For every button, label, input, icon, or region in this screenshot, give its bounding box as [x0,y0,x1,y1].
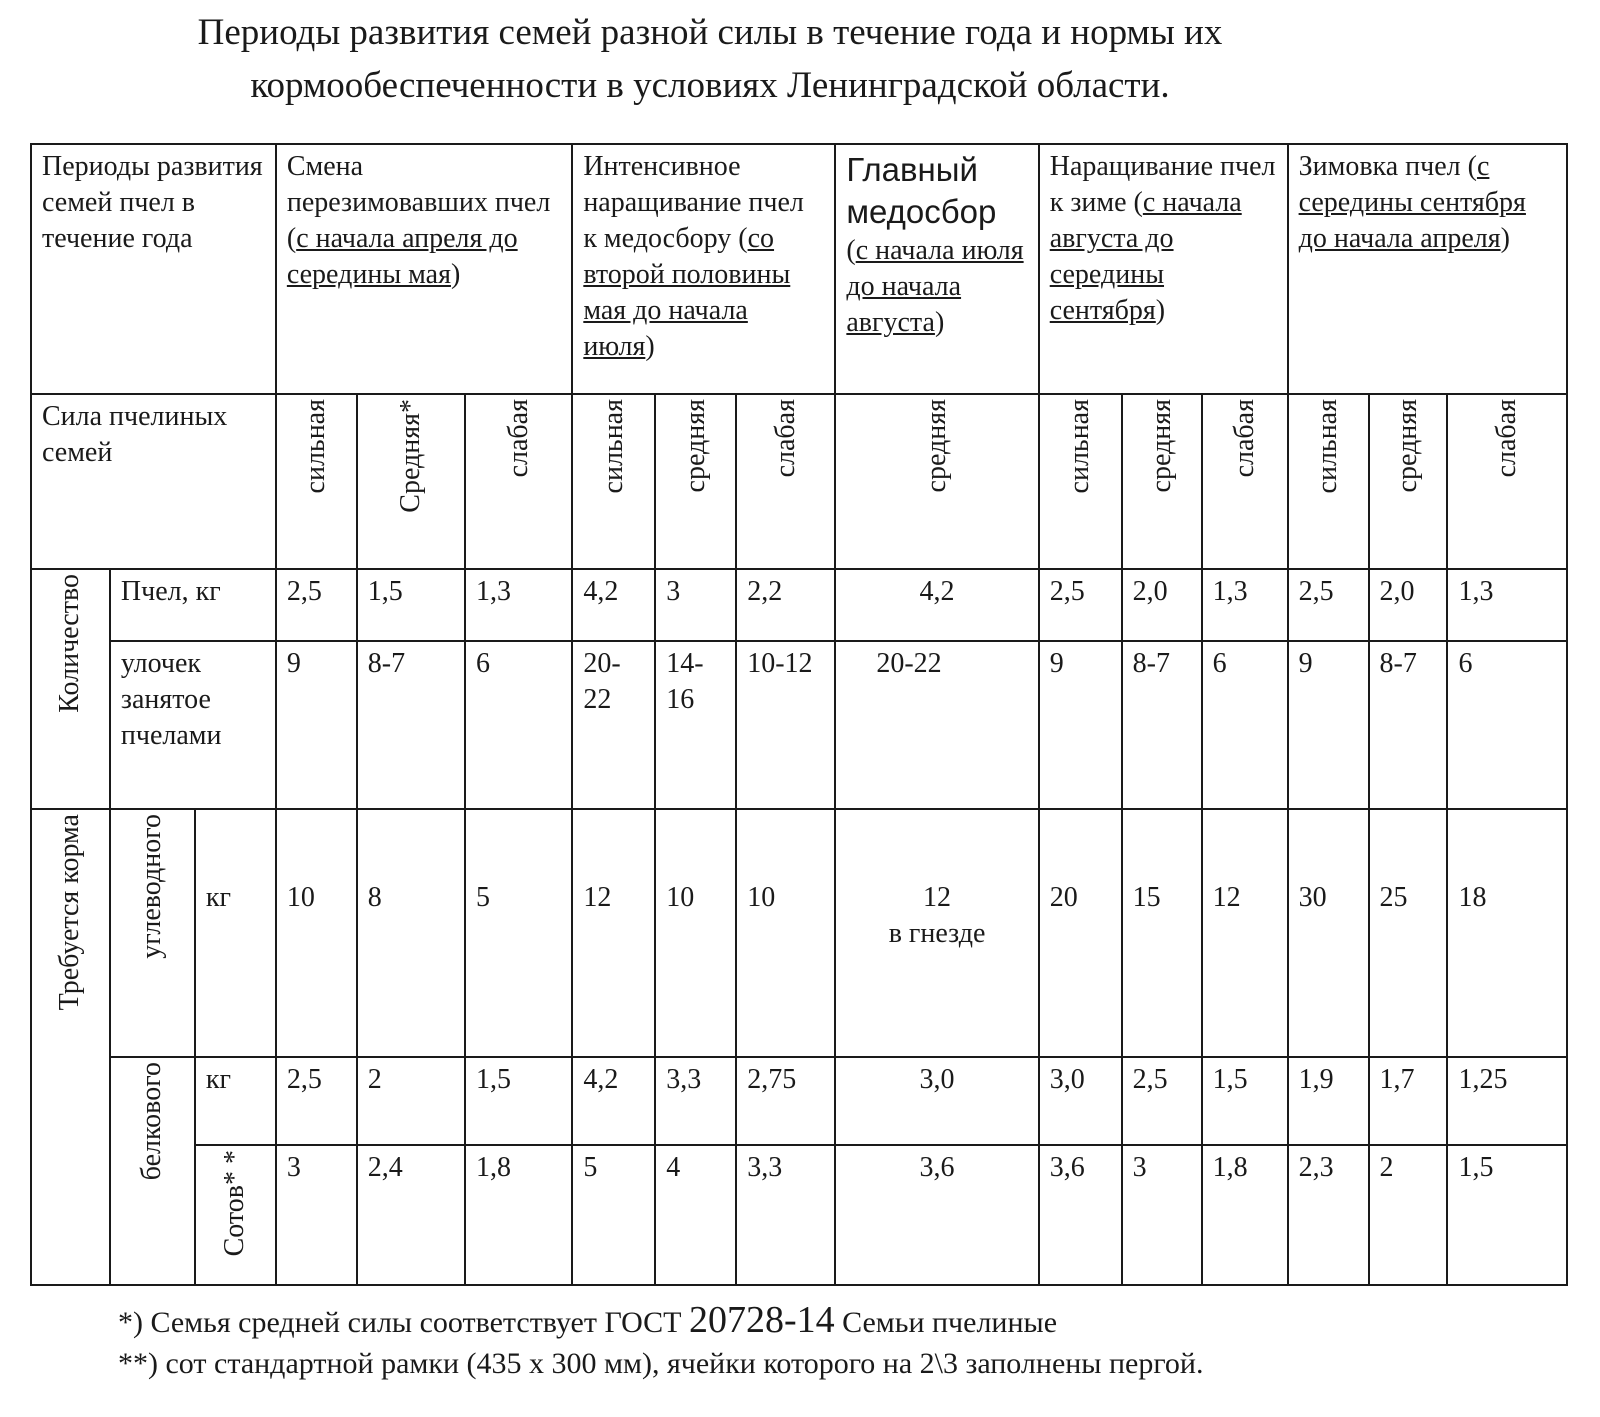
carb-group-label: углеводного [110,809,195,1057]
periods-label: Периоды развития семей пчел в течение года [31,144,276,394]
value-cell: 2,0 [1369,569,1448,641]
value-cell: 1,8 [1202,1145,1288,1285]
strength-header: слабая [736,394,835,569]
value-cell: 3,3 [736,1145,835,1285]
value-cell: 4,2 [572,1057,655,1145]
protein-group-label: белкового [110,1057,195,1285]
value-cell: 4 [655,1145,736,1285]
frames-row [31,641,1567,809]
period-2: Интенсивное наращивание пчел к медосбору (со второй половины мая до начала июля) [572,144,835,394]
title-line-1: Периоды развития семей разной силы в течение года и нормы их [197,12,1223,53]
period-4: Наращивание пчел к зиме (с начала августа до середины сентября) [1039,144,1288,394]
value-cell: 20 [1039,809,1122,1057]
value-cell: 6 [1202,641,1288,809]
carb-kg-row [31,809,1567,1057]
strength-header: Средняя* [357,394,465,569]
value-cell: 3,6 [835,1145,1038,1285]
value-cell: 2,0 [1122,569,1202,641]
bees-kg-row [31,569,1567,641]
value-cell: 12 [572,809,655,1057]
strength-header: сильная [1288,394,1369,569]
value-cell: 2,5 [276,569,357,641]
value-cell: 18 [1447,809,1567,1057]
value-cell: 3 [276,1145,357,1285]
value-cell: 2,3 [1288,1145,1369,1285]
value-cell: 3,3 [655,1057,736,1145]
value-cell: 1,3 [1202,569,1288,641]
strength-row [31,394,1567,569]
value-cell: 1,9 [1288,1057,1369,1145]
title-line-2: кормообеспеченности в условиях Ленинградской области. [250,65,1170,106]
strength-header: средняя [1369,394,1448,569]
strength-header: сильная [1039,394,1122,569]
value-cell: 6 [465,641,572,809]
strength-header: слабая [1447,394,1567,569]
value-cell: 6 [1447,641,1567,809]
value-cell: 2,4 [357,1145,465,1285]
value-cell: 1,8 [465,1145,572,1285]
value-cell: 20-22 [572,641,655,809]
value-cell: 2,5 [1288,569,1369,641]
value-cell: 3 [655,569,736,641]
value-cell: 10 [736,809,835,1057]
value-cell: 3,0 [835,1057,1038,1145]
feed-norms-table [30,143,1568,1286]
period-1: Смена перезимовавших пчел (с начала апреля до середины мая) [276,144,572,394]
periods-row [31,144,1567,394]
combs-row [31,1145,1567,1285]
value-cell: 2 [1369,1145,1448,1285]
strength-header: слабая [1202,394,1288,569]
value-cell: 4,2 [835,569,1038,641]
value-cell: 3 [1122,1145,1202,1285]
strength-header: слабая [465,394,572,569]
value-cell: 2,5 [1039,569,1122,641]
value-cell: 25 [1369,809,1448,1057]
value-cell: 12 [1202,809,1288,1057]
row-label: улочек занятое пчелами [110,641,276,809]
value-cell: 1,3 [1447,569,1567,641]
period-5: Зимовка пчел (с середины сентября до начала апреля) [1288,144,1567,394]
value-cell: 2,5 [276,1057,357,1145]
value-cell: 8-7 [1369,641,1448,809]
value-cell: 8-7 [357,641,465,809]
strength-header: сильная [572,394,655,569]
value-cell: 5 [572,1145,655,1285]
protein-kg-row [31,1057,1567,1145]
value-cell: 8-7 [1122,641,1202,809]
strength-header: сильная [276,394,357,569]
strength-header: средняя [655,394,736,569]
value-cell: 2,2 [736,569,835,641]
value-cell: 2,5 [1122,1057,1202,1145]
value-cell: 9 [276,641,357,809]
feed-required-group-label: Требуется корма [31,809,110,1285]
strength-header: средняя [1122,394,1202,569]
value-cell: 3,0 [1039,1057,1122,1145]
value-cell: 10-12 [736,641,835,809]
value-cell: 1,5 [357,569,465,641]
value-cell: 30 [1288,809,1369,1057]
value-cell: 4,2 [572,569,655,641]
value-cell: 1,5 [1447,1145,1567,1285]
value-cell: 10 [655,809,736,1057]
value-cell: 1,25 [1447,1057,1567,1145]
gost-number: 20728-14 [688,1299,835,1341]
value-cell: 8 [357,809,465,1057]
value-cell: 20-22 [835,641,1038,809]
value-cell: 2 [357,1057,465,1145]
value-cell: 10 [276,809,357,1057]
strength-label: Сила пчелиных семей [31,394,276,569]
value-cell: 5 [465,809,572,1057]
value-cell: 1,5 [465,1057,572,1145]
value-cell: 15 [1122,809,1202,1057]
row-label: кг [195,1057,276,1145]
value-text: 12 [923,882,952,913]
value-cell: 9 [1288,641,1369,809]
value-cell: 3,6 [1039,1145,1122,1285]
nest-note: в гнезде [888,918,986,949]
value-cell: 9 [1039,641,1122,809]
strength-header: средняя [835,394,1038,569]
footnote-1: *) Семья средней силы соответствует ГОСТ 20728-14 Семьи пчелиные [118,1299,1058,1341]
footnote-2: **) сот стандартной рамки (435 х 300 мм), ячейки которого на 2\3 заполнены пергой. [118,1347,1204,1380]
document-title [0,6,1420,112]
value-cell: 1,5 [1202,1057,1288,1145]
row-label: кг [195,809,276,1057]
quantity-group-label: Количество [31,569,110,809]
period-3: Главный медосбор (с начала июля до начала августа) [835,144,1038,394]
nest-value-cell [835,809,1038,1057]
row-label: Пчел, кг [110,569,276,641]
combs-label: Сотов* * [195,1145,276,1285]
main-honey-flow-label: Главный медосбор [846,151,997,230]
value-cell: 1,3 [465,569,572,641]
value-cell: 2,75 [736,1057,835,1145]
value-cell: 14-16 [655,641,736,809]
value-cell: 1,7 [1369,1057,1448,1145]
